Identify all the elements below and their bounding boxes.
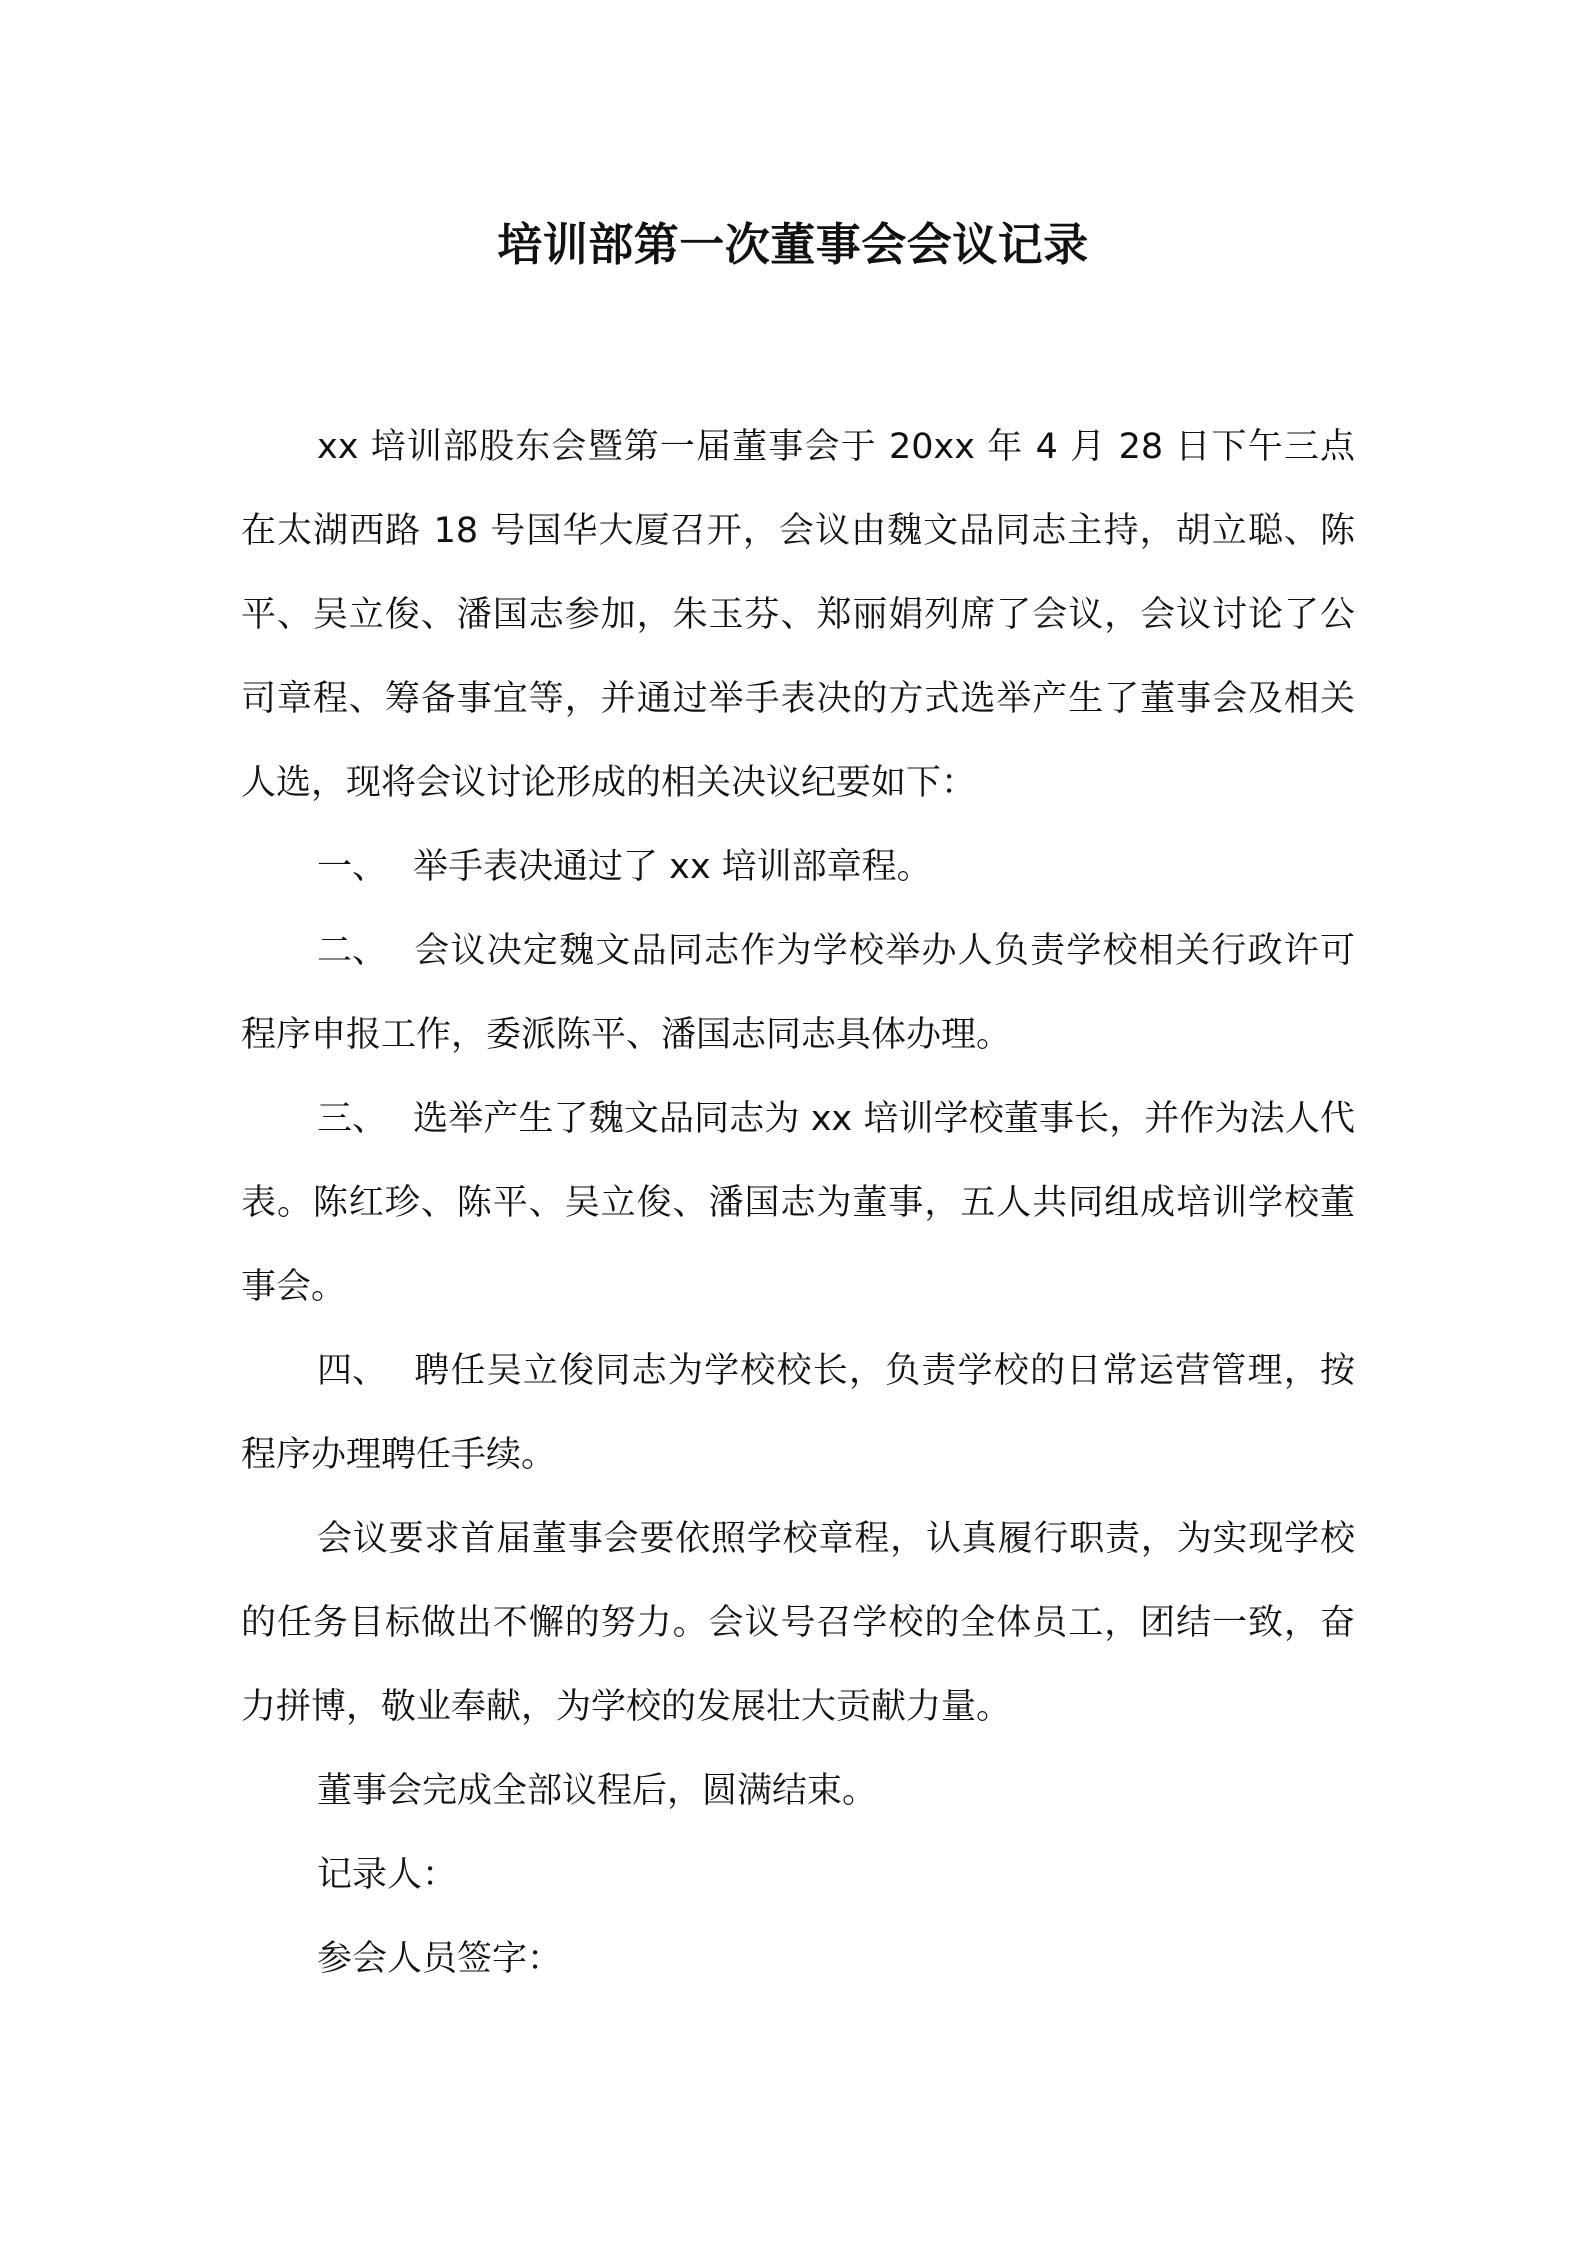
resolution-text: 选举产生了魏文品同志为 xx 培训学校董事长，并作为法人代表。陈红珍、陈平、吴立俊、潘国志为董事，五人共同组成培训学校董事会。 [241, 1099, 1355, 1307]
resolution-number: 四、 [317, 1351, 388, 1391]
resolution-number: 三、 [317, 1099, 388, 1139]
document-title: 培训部第一次董事会会议记录 [497, 218, 1089, 271]
resolution-item-4 [241, 1329, 1355, 1497]
intro-paragraph: xx 培训部股东会暨第一届董事会于 20xx 年 4 月 28 日下午三点在太湖西路 18 号国华大厦召开，会议由魏文品同志主持，胡立聪、陈平、吴立俊、潘国志参加，朱玉芬、郑丽娟列席了会议，会议讨论了公司章程、筹备事宜等，并通过举手表决的方式选举产生了董事会及相关人选，现将会议讨论形成的相关决议纪要如下： [241, 427, 1355, 803]
resolution-item-2 [241, 909, 1355, 1077]
resolution-text: 举手表决通过了 xx 培训部章程。 [413, 847, 932, 887]
document-body [241, 405, 1355, 2001]
resolution-item-3 [241, 1077, 1355, 1329]
resolution-number: 一、 [317, 847, 388, 887]
closing-paragraph: 董事会完成全部议程后，圆满结束。 [317, 1771, 878, 1811]
requirement-paragraph: 会议要求首届董事会要依照学校章程，认真履行职责，为实现学校的任务目标做出不懈的努力。会议号召学校的全体员工，团结一致，奋力拼博，敬业奉献，为学校的发展壮大贡献力量。 [241, 1519, 1355, 1727]
attendees-sign-label: 参会人员签字： [317, 1939, 563, 1979]
resolution-item-1 [241, 825, 1355, 909]
resolution-text: 聘任吴立俊同志为学校校长，负责学校的日常运营管理，按程序办理聘任手续。 [241, 1351, 1355, 1475]
recorder-label: 记录人： [317, 1855, 458, 1895]
resolution-number: 二、 [317, 931, 388, 971]
resolution-text: 会议决定魏文品同志作为学校举办人负责学校相关行政许可程序申报工作，委派陈平、潘国志同志具体办理。 [241, 931, 1355, 1055]
